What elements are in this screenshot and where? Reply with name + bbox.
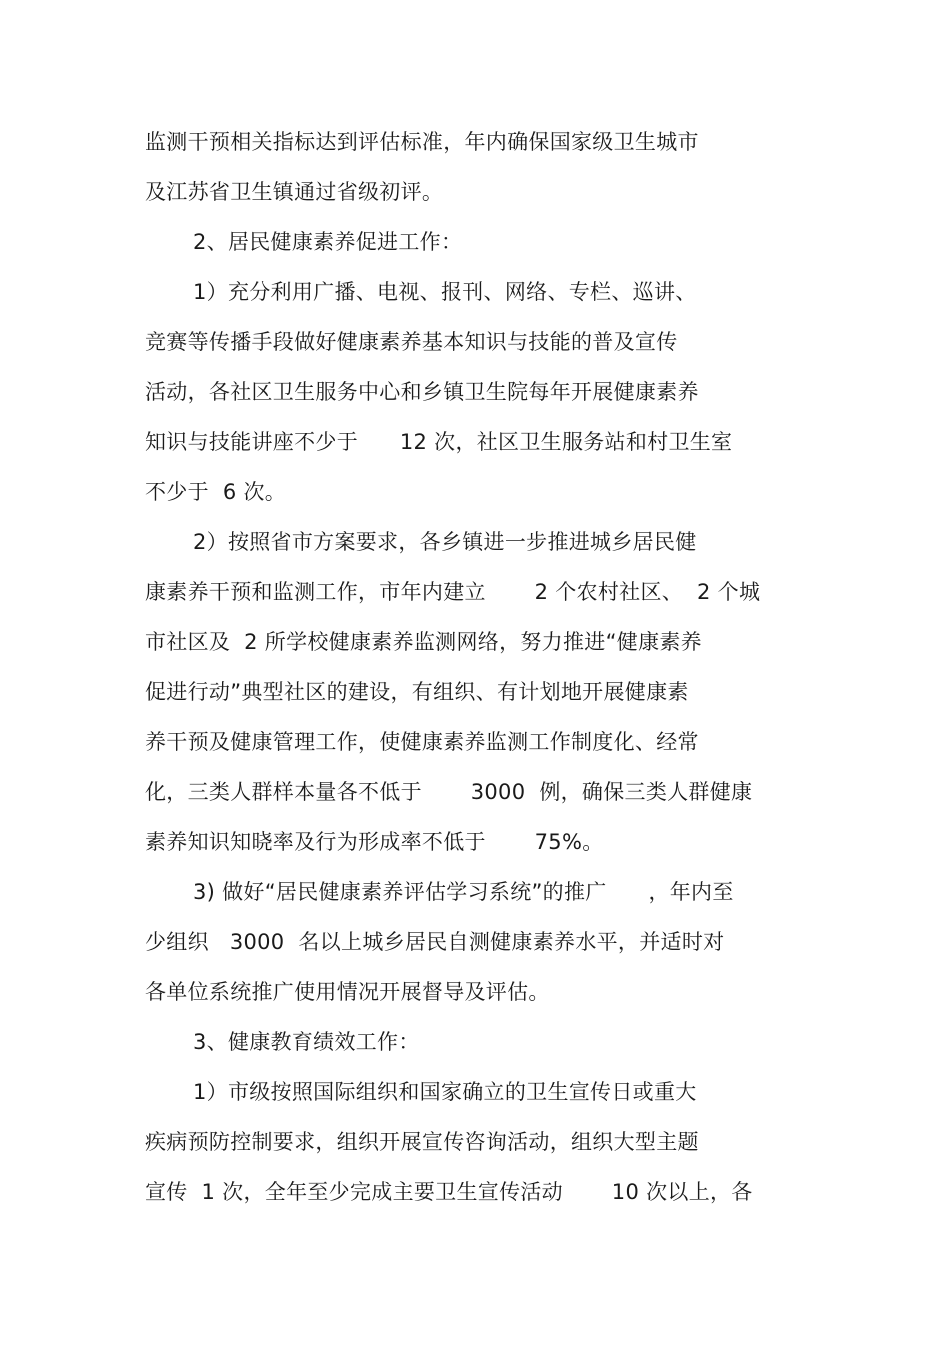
text-line: 竞赛等传播手段做好健康素养基本知识与技能的普及宣传	[145, 330, 678, 354]
section-heading: 3、健康教育绩效工作：	[193, 1030, 420, 1054]
text-line: 少组织 3000 名以上城乡居民自测健康素养水平，并适时对	[145, 930, 725, 954]
text-line: 知识与技能讲座不少于 12 次，社区卫生服务站和村卫生室	[145, 430, 733, 454]
section-heading: 2、居民健康素养促进工作：	[193, 230, 463, 254]
text-line: 及江苏省卫生镇通过省级初评。	[145, 180, 444, 204]
text-line: 2）按照省市方案要求，各乡镇进一步推进城乡居民健	[193, 530, 697, 554]
text-line: 各单位系统推广使用情况开展督导及评估。	[145, 980, 550, 1004]
text-line: 监测干预相关指标达到评估标准，年内确保国家级卫生城市	[145, 130, 699, 154]
text-line: 不少于 6 次。	[145, 480, 287, 504]
text-line: 3) 做好“居民健康素养评估学习系统”的推广 ，年内至	[193, 880, 734, 904]
text-line: 养干预及健康管理工作，使健康素养监测工作制度化、经常	[145, 730, 699, 754]
text-line: 促进行动”典型社区的建设，有组织、有计划地开展健康素	[145, 680, 689, 704]
text-line: 素养知识知晓率及行为形成率不低于 75%。	[145, 830, 604, 854]
text-line: 化，三类人群样本量各不低于 3000 例，确保三类人群健康	[145, 780, 753, 804]
text-line: 1）市级按照国际组织和国家确立的卫生宣传日或重大	[193, 1080, 697, 1104]
text-line: 1）充分利用广播、电视、报刊、网络、专栏、巡讲、	[193, 280, 697, 304]
text-line: 宣传 1 次，全年至少完成主要卫生宣传活动 10 次以上，各	[145, 1180, 753, 1204]
text-line: 活动，各社区卫生服务中心和乡镇卫生院每年开展健康素养	[145, 380, 699, 404]
text-line: 康素养干预和监测工作，市年内建立 2 个农村社区、 2 个城	[145, 580, 761, 604]
text-line: 疾病预防控制要求，组织开展宣传咨询活动，组织大型主题	[145, 1130, 699, 1154]
text-line: 市社区及 2 所学校健康素养监测网络，努力推进“健康素养	[145, 630, 702, 654]
